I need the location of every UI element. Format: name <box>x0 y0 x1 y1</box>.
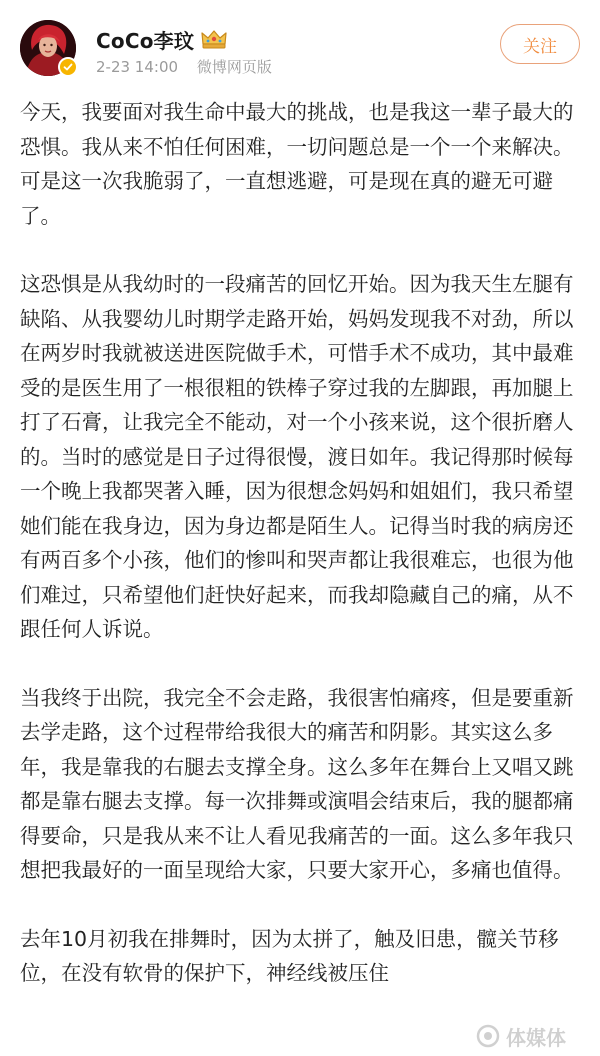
watermark <box>476 1016 600 1056</box>
author-name[interactable]: CoCo李玟 <box>96 28 195 53</box>
media-logo-icon <box>476 1024 500 1048</box>
post-source: 微博网页版 <box>196 58 272 76</box>
post-paragraph-4: 去年10月初我在排舞时，因为太拼了，触及旧患，髋关节移位，在没有软骨的保护下，神经线被压住 <box>20 926 559 985</box>
verified-badge-icon <box>58 57 78 77</box>
post-content <box>20 95 581 991</box>
post-meta <box>96 56 272 77</box>
post-paragraph-3: 当我终于出院，我完全不会走路，我很害怕痛疼，但是要重新去学走路，这个过程带给我很大的痛苦和阴影。其实这么多年，我是靠我的右腿去支撑全身。这么多年在舞台上又唱又跳都是靠右腿去支撑。每一次排舞或演唱会结束后，我的腿都痛得要命，只是我从来不让人看见我痛苦的一面。这么多年我只想把我最好的一面呈现给大家，只要大家开心，多痛也值得。 <box>20 685 574 882</box>
paragraph-gap <box>20 647 581 681</box>
crown-badge-icon <box>200 28 228 50</box>
post-paragraph-1: 今天，我要面对我生命中最大的挑战，也是我这一辈子最大的恐惧。我从来不怕任何困难，一切问题总是一个一个来解决。可是这一次我脆弱了，一直想逃避，可是现在真的避无可避了。 <box>20 100 574 228</box>
paragraph-gap <box>20 233 581 267</box>
follow-button[interactable]: 关注 <box>500 24 580 64</box>
post-header <box>0 0 600 94</box>
author-row <box>96 24 228 54</box>
post-paragraph-2: 这恐惧是从我幼时的一段痛苦的回忆开始。因为我天生左腿有缺陷、从我婴幼儿时期学走路开始，妈妈发现我不对劲，所以在两岁时我就被送进医院做手术，可惜手术不成功，其中最难受的是医生用了一根很粗的铁棒子穿过我的左脚跟，再加腿上打了石膏，让我完全不能动，对一个小孩来说，这个很折磨人的。当时的感觉是日子过得很慢，渡日如年。我记得那时候每一个晚上我都哭著入睡，因为很想念妈妈和姐姐们，我只希望她们能在我身边，因为身边都是陌生人。记得当时我的病房还有两百多个小孩，他们的惨叫和哭声都让我很难忘，也很为他们难过，只希望他们赶快好起来，而我却隐藏自己的痛，从不跟任何人诉说。 <box>20 272 574 641</box>
post-timestamp: 2-23 14:00 <box>96 58 179 76</box>
watermark-text: 体媒体 <box>506 1025 566 1050</box>
paragraph-gap <box>20 888 581 922</box>
